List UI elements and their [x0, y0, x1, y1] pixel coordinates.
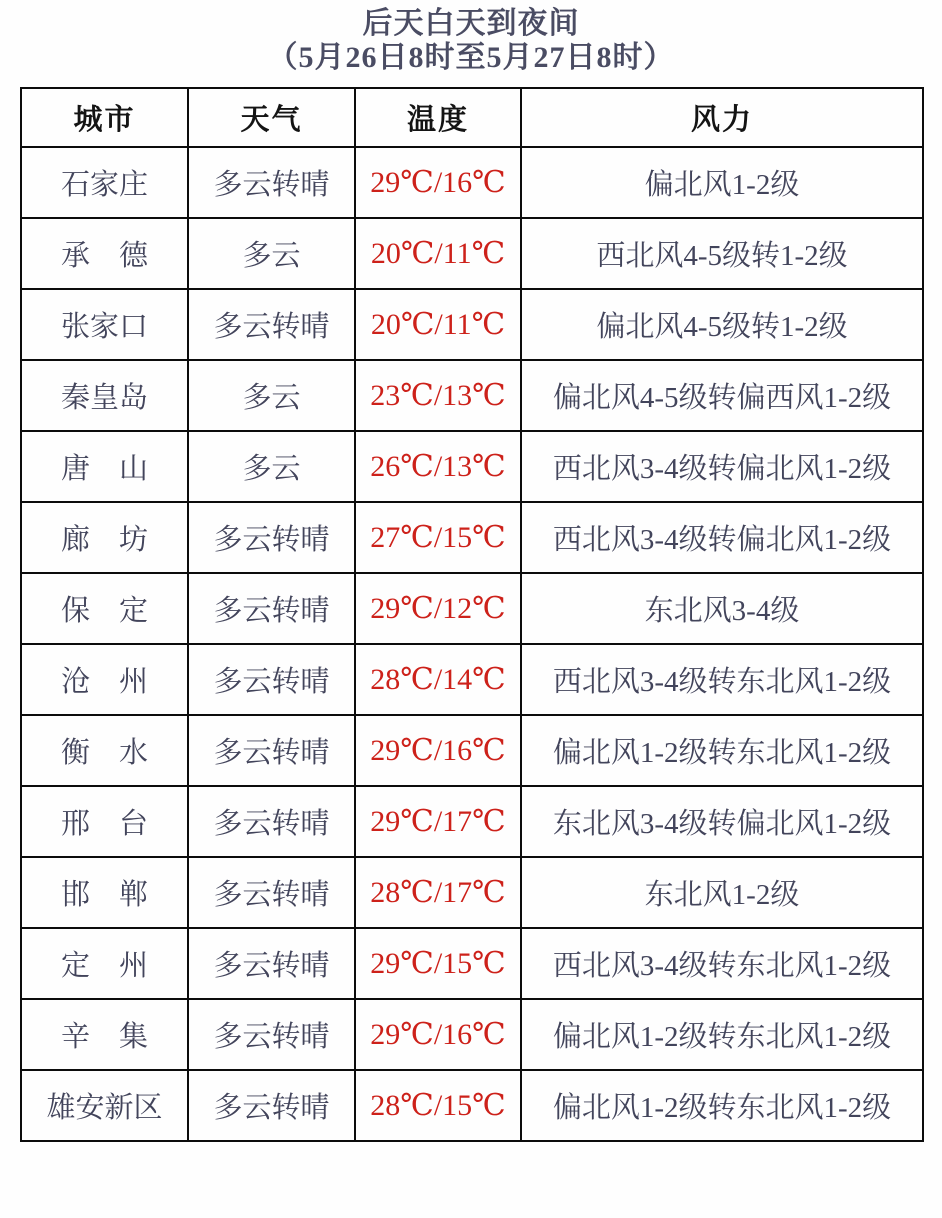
wind-cell: 西北风4-5级转1-2级 — [521, 218, 923, 289]
temp-cell: 26℃/13℃ — [355, 431, 521, 502]
table-row — [21, 147, 923, 218]
header-wind: 风力 — [521, 88, 923, 147]
weather-forecast-table — [20, 87, 924, 1142]
temp-cell: 20℃/11℃ — [355, 289, 521, 360]
wind-cell: 西北风3-4级转东北风1-2级 — [521, 928, 923, 999]
weather-cell: 多云转晴 — [188, 786, 355, 857]
temp-cell: 29℃/16℃ — [355, 147, 521, 218]
temp-cell: 28℃/14℃ — [355, 644, 521, 715]
table-body — [21, 147, 923, 1141]
header-weather: 天气 — [188, 88, 355, 147]
table-row — [21, 289, 923, 360]
city-cell: 沧 州 — [21, 644, 188, 715]
wind-cell: 西北风3-4级转东北风1-2级 — [521, 644, 923, 715]
temp-cell: 28℃/17℃ — [355, 857, 521, 928]
temp-cell: 29℃/12℃ — [355, 573, 521, 644]
wind-cell: 西北风3-4级转偏北风1-2级 — [521, 431, 923, 502]
table-row — [21, 857, 923, 928]
city-cell: 张家口 — [21, 289, 188, 360]
city-cell: 保 定 — [21, 573, 188, 644]
wind-cell: 偏北风4-5级转1-2级 — [521, 289, 923, 360]
weather-cell: 多云转晴 — [188, 573, 355, 644]
table-row — [21, 360, 923, 431]
temp-cell: 23℃/13℃ — [355, 360, 521, 431]
table-row — [21, 644, 923, 715]
table-row — [21, 502, 923, 573]
wind-cell: 偏北风1-2级 — [521, 147, 923, 218]
table-row — [21, 1070, 923, 1141]
weather-cell: 多云 — [188, 218, 355, 289]
temp-cell: 29℃/16℃ — [355, 999, 521, 1070]
table-row — [21, 999, 923, 1070]
city-cell: 雄安新区 — [21, 1070, 188, 1141]
weather-cell: 多云转晴 — [188, 644, 355, 715]
temp-cell: 28℃/15℃ — [355, 1070, 521, 1141]
wind-cell: 偏北风4-5级转偏西风1-2级 — [521, 360, 923, 431]
temp-cell: 27℃/15℃ — [355, 502, 521, 573]
header-city: 城市 — [21, 88, 188, 147]
table-row — [21, 431, 923, 502]
city-cell: 邢 台 — [21, 786, 188, 857]
city-cell: 廊 坊 — [21, 502, 188, 573]
weather-cell: 多云转晴 — [188, 999, 355, 1070]
wind-cell: 东北风1-2级 — [521, 857, 923, 928]
city-cell: 唐 山 — [21, 431, 188, 502]
temp-cell: 29℃/15℃ — [355, 928, 521, 999]
wind-cell: 偏北风1-2级转东北风1-2级 — [521, 999, 923, 1070]
temp-cell: 20℃/11℃ — [355, 218, 521, 289]
temp-cell: 29℃/16℃ — [355, 715, 521, 786]
wind-cell: 东北风3-4级 — [521, 573, 923, 644]
table-row — [21, 928, 923, 999]
city-cell: 邯 郸 — [21, 857, 188, 928]
page-title — [0, 0, 942, 75]
table-header-row — [21, 88, 923, 147]
wind-cell: 西北风3-4级转偏北风1-2级 — [521, 502, 923, 573]
table-row — [21, 573, 923, 644]
wind-cell: 东北风3-4级转偏北风1-2级 — [521, 786, 923, 857]
weather-cell: 多云转晴 — [188, 289, 355, 360]
title-line-1: 后天白天到夜间 — [362, 7, 580, 40]
city-cell: 秦皇岛 — [21, 360, 188, 431]
weather-cell: 多云转晴 — [188, 1070, 355, 1141]
temp-cell: 29℃/17℃ — [355, 786, 521, 857]
weather-cell: 多云转晴 — [188, 502, 355, 573]
city-cell: 定 州 — [21, 928, 188, 999]
table-row — [21, 715, 923, 786]
weather-cell: 多云转晴 — [188, 147, 355, 218]
weather-cell: 多云转晴 — [188, 928, 355, 999]
weather-cell: 多云 — [188, 360, 355, 431]
city-cell: 衡 水 — [21, 715, 188, 786]
table-row — [21, 218, 923, 289]
wind-cell: 偏北风1-2级转东北风1-2级 — [521, 1070, 923, 1141]
title-line-2: （5月26日8时至5月27日8时） — [267, 41, 675, 74]
weather-cell: 多云转晴 — [188, 857, 355, 928]
city-cell: 承 德 — [21, 218, 188, 289]
wind-cell: 偏北风1-2级转东北风1-2级 — [521, 715, 923, 786]
weather-cell: 多云转晴 — [188, 715, 355, 786]
header-temp: 温度 — [355, 88, 521, 147]
weather-cell: 多云 — [188, 431, 355, 502]
city-cell: 石家庄 — [21, 147, 188, 218]
table-row — [21, 786, 923, 857]
city-cell: 辛 集 — [21, 999, 188, 1070]
